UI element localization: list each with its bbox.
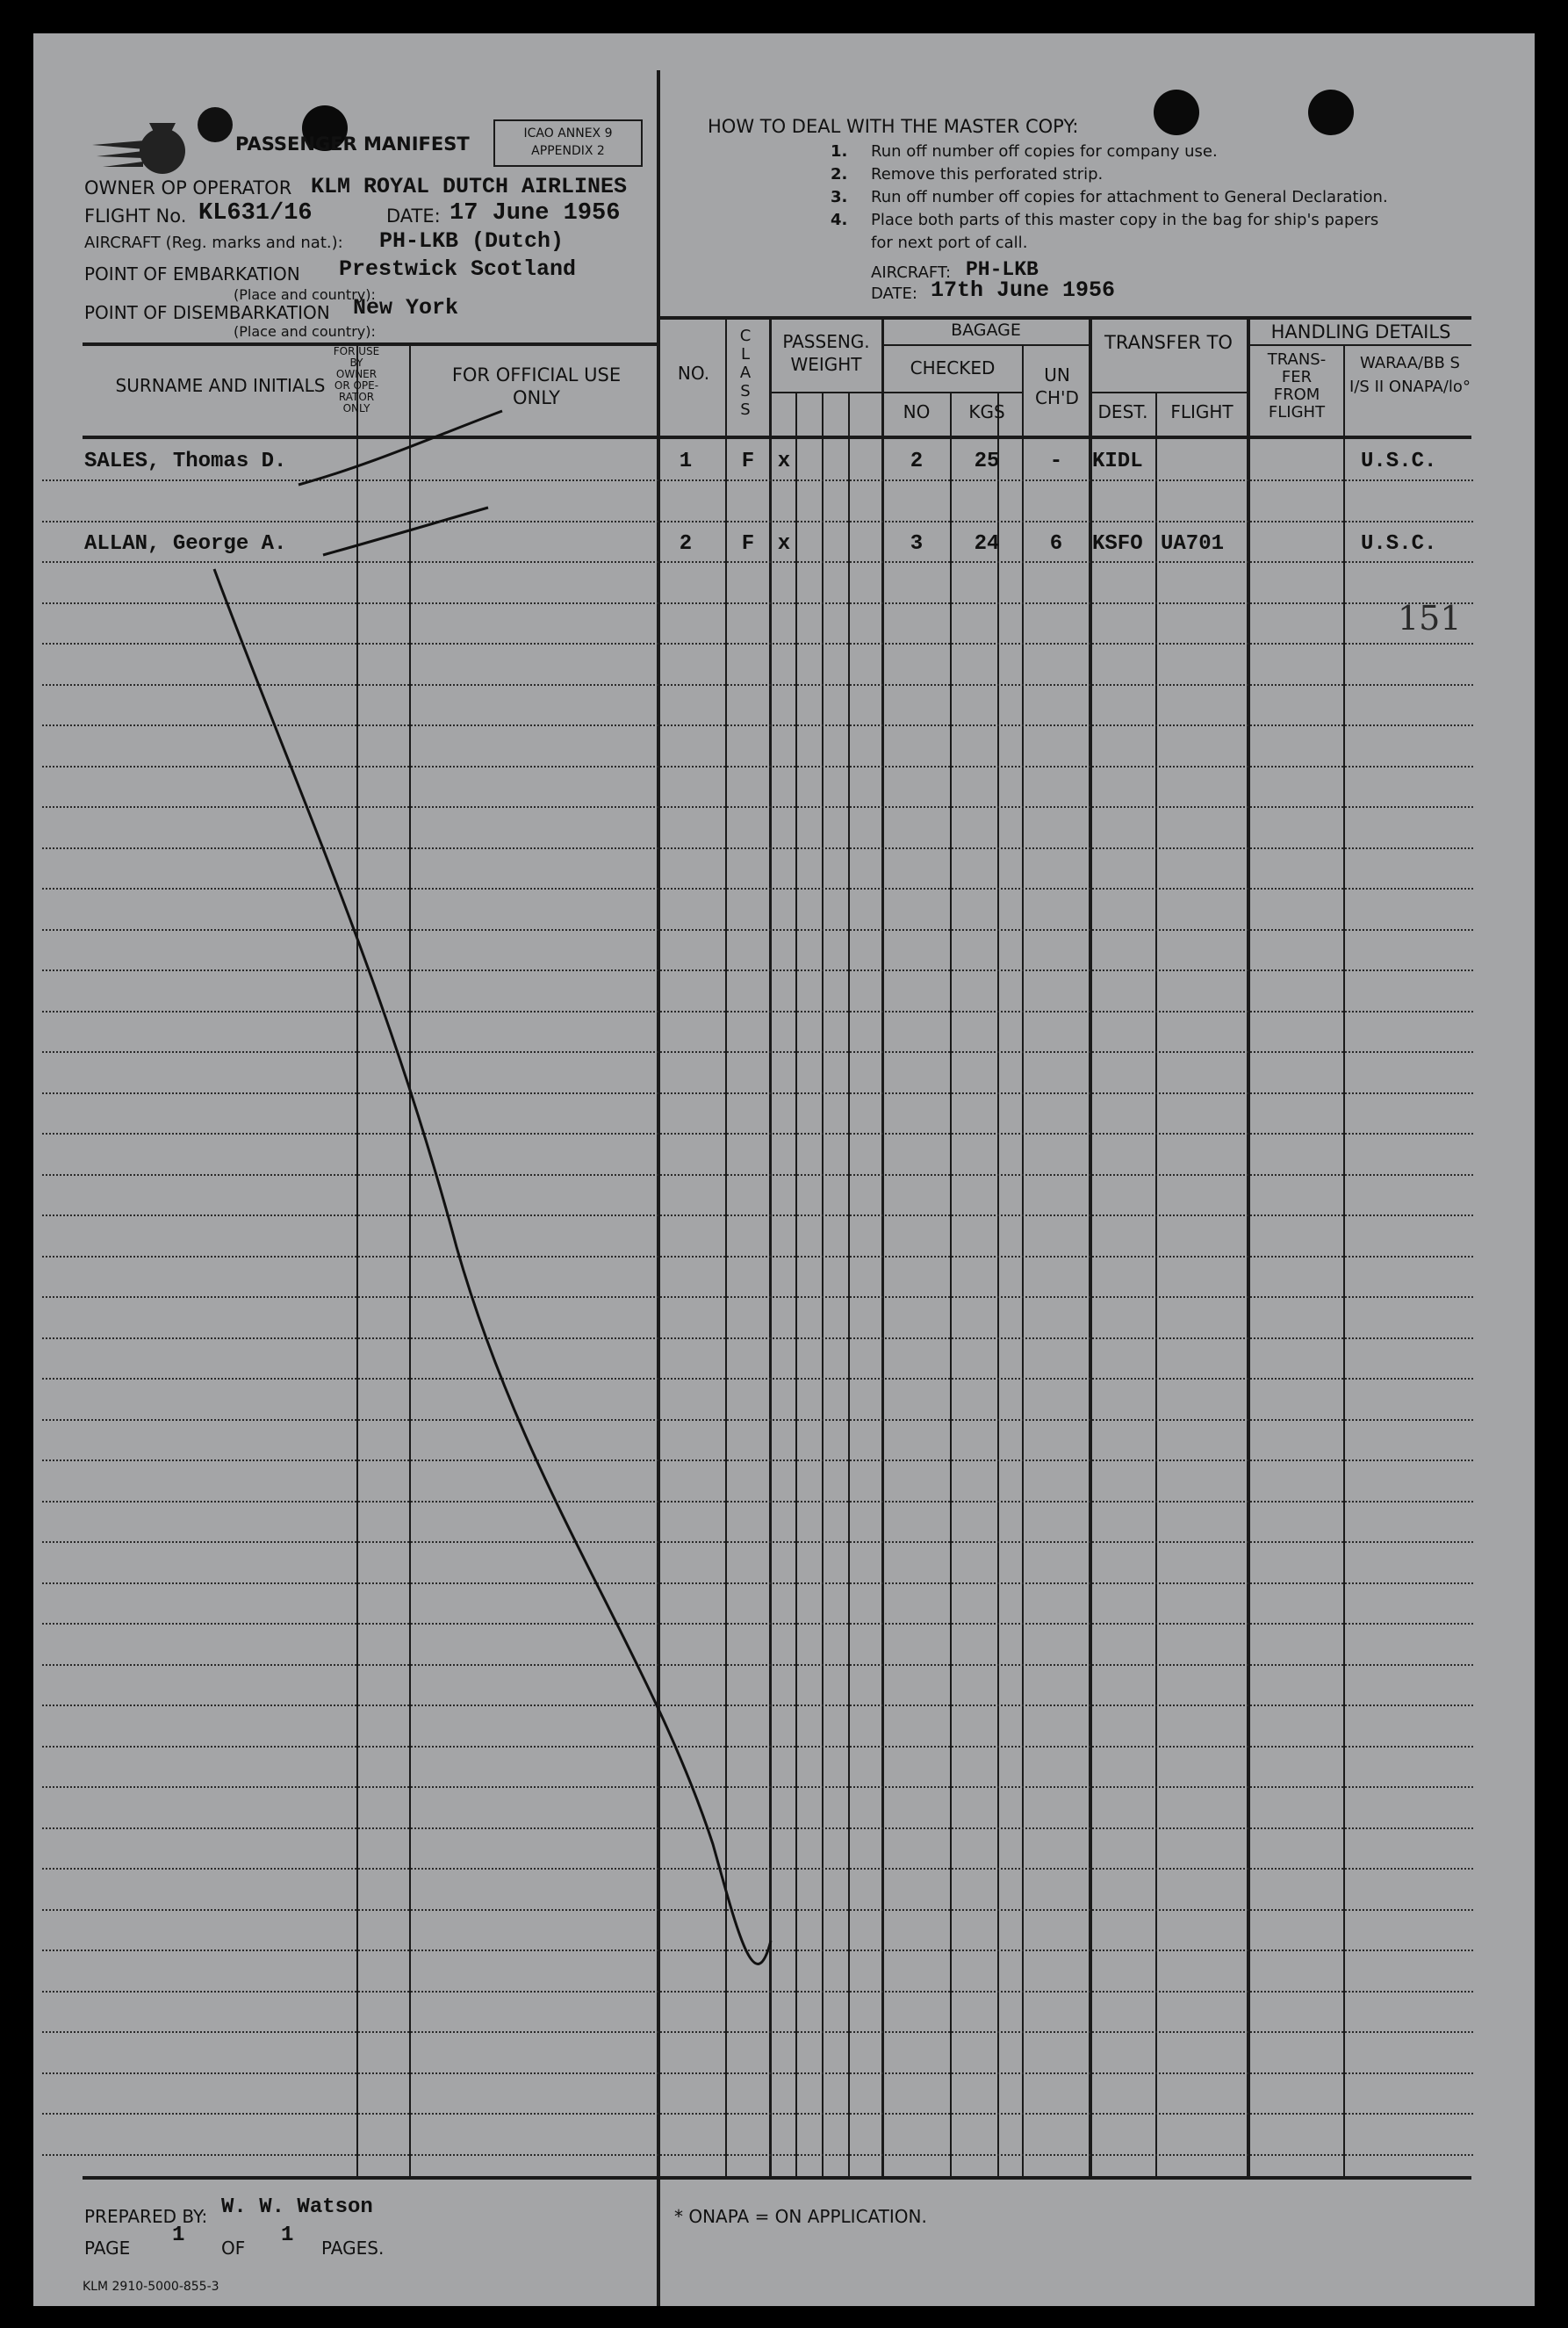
flight-value: KL631/16 [198,200,313,227]
transfer-subrule [1090,392,1248,393]
col-flight-header: FLIGHT [1170,401,1234,422]
row-rule-line [42,684,1473,686]
disembark-value: New York [353,295,459,321]
date-label: DATE: [386,205,441,227]
col-line-unchd [1022,344,1024,2178]
handling-subrule [1248,344,1471,346]
col-bagage-header: BAGAGE [951,321,1021,340]
instruction-num-4: 4. [831,211,848,229]
col-dest-header: DEST. [1097,401,1148,422]
col-line-waraa [1343,344,1345,2178]
col-transfer-from-header: TRANS- FER FROM FLIGHT [1267,350,1327,422]
instruction-aircraft-value: PH-LKB [966,258,1039,281]
instructions-title: HOW TO DEAL WITH THE MASTER COPY: [708,116,1079,137]
row-rule-line [42,1296,1473,1298]
prepared-by-label: PREPARED BY: [84,2206,208,2227]
embark-label: POINT OF EMBARKATION [84,263,300,285]
row-rule-line [42,1011,1473,1013]
instruction-aircraft-label: AIRCRAFT: [871,263,952,282]
header-rule-right [660,316,1471,320]
owner-value: KLM ROYAL DUTCH AIRLINES [311,174,628,199]
row-rule-line [42,1501,1473,1503]
form-title: PASSENGER MANIFEST [235,133,470,155]
row-rule-line [42,766,1473,768]
instruction-date-value: 17th June 1956 [931,277,1116,303]
passenger-class: F [741,450,755,473]
instruction-date-label: DATE: [871,285,917,303]
transfer-flight: UA701 [1161,532,1225,556]
row-rule-line [42,847,1473,849]
row-rule-line [42,1419,1473,1421]
date-value: 17 June 1956 [450,200,621,227]
passenger-no: 1 [679,450,693,473]
row-rule-line [42,1746,1473,1748]
col-line-class [769,318,772,2178]
page-count: 1 [281,2223,294,2247]
row-rule-line [42,969,1473,971]
col-handling-header: HANDLING DETAILS [1270,321,1451,342]
passenger-class: F [741,532,755,556]
column-header-bottom-rule [83,436,1471,439]
row-rule-line [42,1133,1473,1135]
row-rule-line [42,2113,1473,2115]
col-unchd-header: UN CH'D [1035,364,1079,408]
row-rule-line [42,1378,1473,1380]
row-rule-line [42,1051,1473,1053]
instruction-text-1: Run off number off copies for company use. [871,142,1218,161]
instruction-num-2: 2. [831,165,848,184]
row-rule-line [42,521,1473,523]
col-transfer-to-header: TRANSFER TO [1104,332,1233,353]
col-owner-use-header: FOR USE BY OWNER OR OPE- RATOR ONLY [333,345,380,414]
row-rule-line [42,2154,1473,2156]
col-line-owner [356,344,358,2178]
row-rule-line [42,1460,1473,1461]
row-rule-line [42,1582,1473,1584]
row-rule-line [42,1092,1473,1094]
table-bottom-rule [83,2176,1471,2180]
instruction-num-1: 1. [831,142,848,161]
passenger-no: 2 [679,532,693,556]
row-rule-line [42,1909,1473,1911]
instruction-num-3: 3. [831,188,848,206]
row-rule-line [42,1337,1473,1339]
icao-box [493,119,643,167]
col-line-transfer [1089,318,1092,2178]
row-rule-line [42,1664,1473,1666]
disembark-label: POINT OF DISEMBARKATION [84,302,330,323]
row-rule-line [42,888,1473,890]
instruction-text-3: Run off number off copies for attachment to General Declaration. [871,188,1388,206]
transfer-dest: KSFO [1092,532,1143,556]
row-rule-line [42,643,1473,645]
row-rule-line [42,2031,1473,2033]
col-line-bagage [881,318,884,2178]
col-line-official [409,344,411,2178]
pages-label: PAGES. [321,2238,385,2259]
instruction-text-4: Place both parts of this master copy in the bag for ship's papers [871,211,1379,229]
row-rule-line [42,1214,1473,1216]
passenger-name: ALLAN, George A. [84,532,287,556]
col-checked-kgs-header: KGS [968,401,1005,422]
page-label: PAGE [84,2238,131,2259]
bag-no: 2 [910,450,924,473]
col-waraa-header: WARAA/BB S I/S II ONAPA/lo° [1349,354,1471,396]
punch-hole [1154,90,1199,135]
bag-unchd: - [1049,450,1063,473]
weight-subrule [771,392,881,393]
col-official-use-header: FOR OFFICIAL USE ONLY [451,364,622,408]
row-rule-line [42,1786,1473,1788]
passenger-weight: x [777,532,791,556]
passenger-weight: x [777,450,791,473]
row-rule-line [42,929,1473,931]
handling-code: U.S.C. [1361,450,1437,473]
disembark-place-country: (Place and country): [234,323,376,340]
row-rule-line [42,724,1473,726]
row-rule-line [42,561,1473,563]
passenger-name: SALES, Thomas D. [84,450,287,473]
row-rule-line [42,806,1473,808]
col-passeng-weight-header: PASSENG. WEIGHT [782,331,870,375]
prepared-by-value: W. W. Watson [221,2195,373,2219]
checked-subrule [881,392,1022,393]
embark-value: Prestwick Scotland [339,256,577,282]
row-rule-line [42,1827,1473,1829]
bag-kgs: 24 [974,532,1000,556]
aircraft-label: AIRCRAFT (Reg. marks and nat.): [84,234,343,252]
handling-code: U.S.C. [1361,532,1437,556]
onapa-note: * ONAPA = ON APPLICATION. [674,2206,927,2227]
punch-hole [1308,90,1354,135]
col-line-handling [1247,318,1250,2178]
col-surname-header: SURNAME AND INITIALS [115,375,326,396]
row-rule-line [42,1991,1473,1993]
row-rule-line [42,1256,1473,1258]
center-divider [657,70,660,2306]
icao-line2: APPENDIX 2 [531,144,605,158]
embark-place-country: (Place and country): [234,286,376,303]
bag-no: 3 [910,532,924,556]
stamp-number: 151 [1398,599,1462,638]
row-rule-line [42,1868,1473,1870]
icao-line1: ICAO ANNEX 9 [523,126,613,141]
aircraft-value: PH-LKB (Dutch) [379,228,565,254]
row-rule-line [42,2072,1473,2074]
bagage-subrule [881,344,1089,346]
flight-label: FLIGHT No. [84,205,187,227]
form-code: KLM 2910-5000-855-3 [83,2280,219,2294]
of-label: OF [221,2238,246,2259]
transfer-dest: KIDL [1092,450,1143,473]
row-rule-line [42,1541,1473,1543]
bag-kgs: 25 [974,450,1000,473]
col-line-no [725,318,727,2178]
col-class-header: CLASS [739,327,752,419]
bag-unchd: 6 [1049,532,1063,556]
row-rule-line [42,1705,1473,1706]
col-no-header: NO. [677,363,710,384]
instruction-text-4-cont: for next port of call. [871,234,1028,252]
col-checked-header: CHECKED [910,357,996,378]
page-number: 1 [172,2223,185,2247]
owner-label: OWNER OP OPERATOR [84,177,292,198]
col-checked-no-header: NO [903,401,931,422]
row-rule-line [42,1174,1473,1176]
instruction-text-2: Remove this perforated strip. [871,165,1104,184]
row-rule-line [42,602,1473,604]
row-rule-line [42,479,1473,481]
row-rule-line [42,1623,1473,1625]
row-rule-line [42,1950,1473,1951]
